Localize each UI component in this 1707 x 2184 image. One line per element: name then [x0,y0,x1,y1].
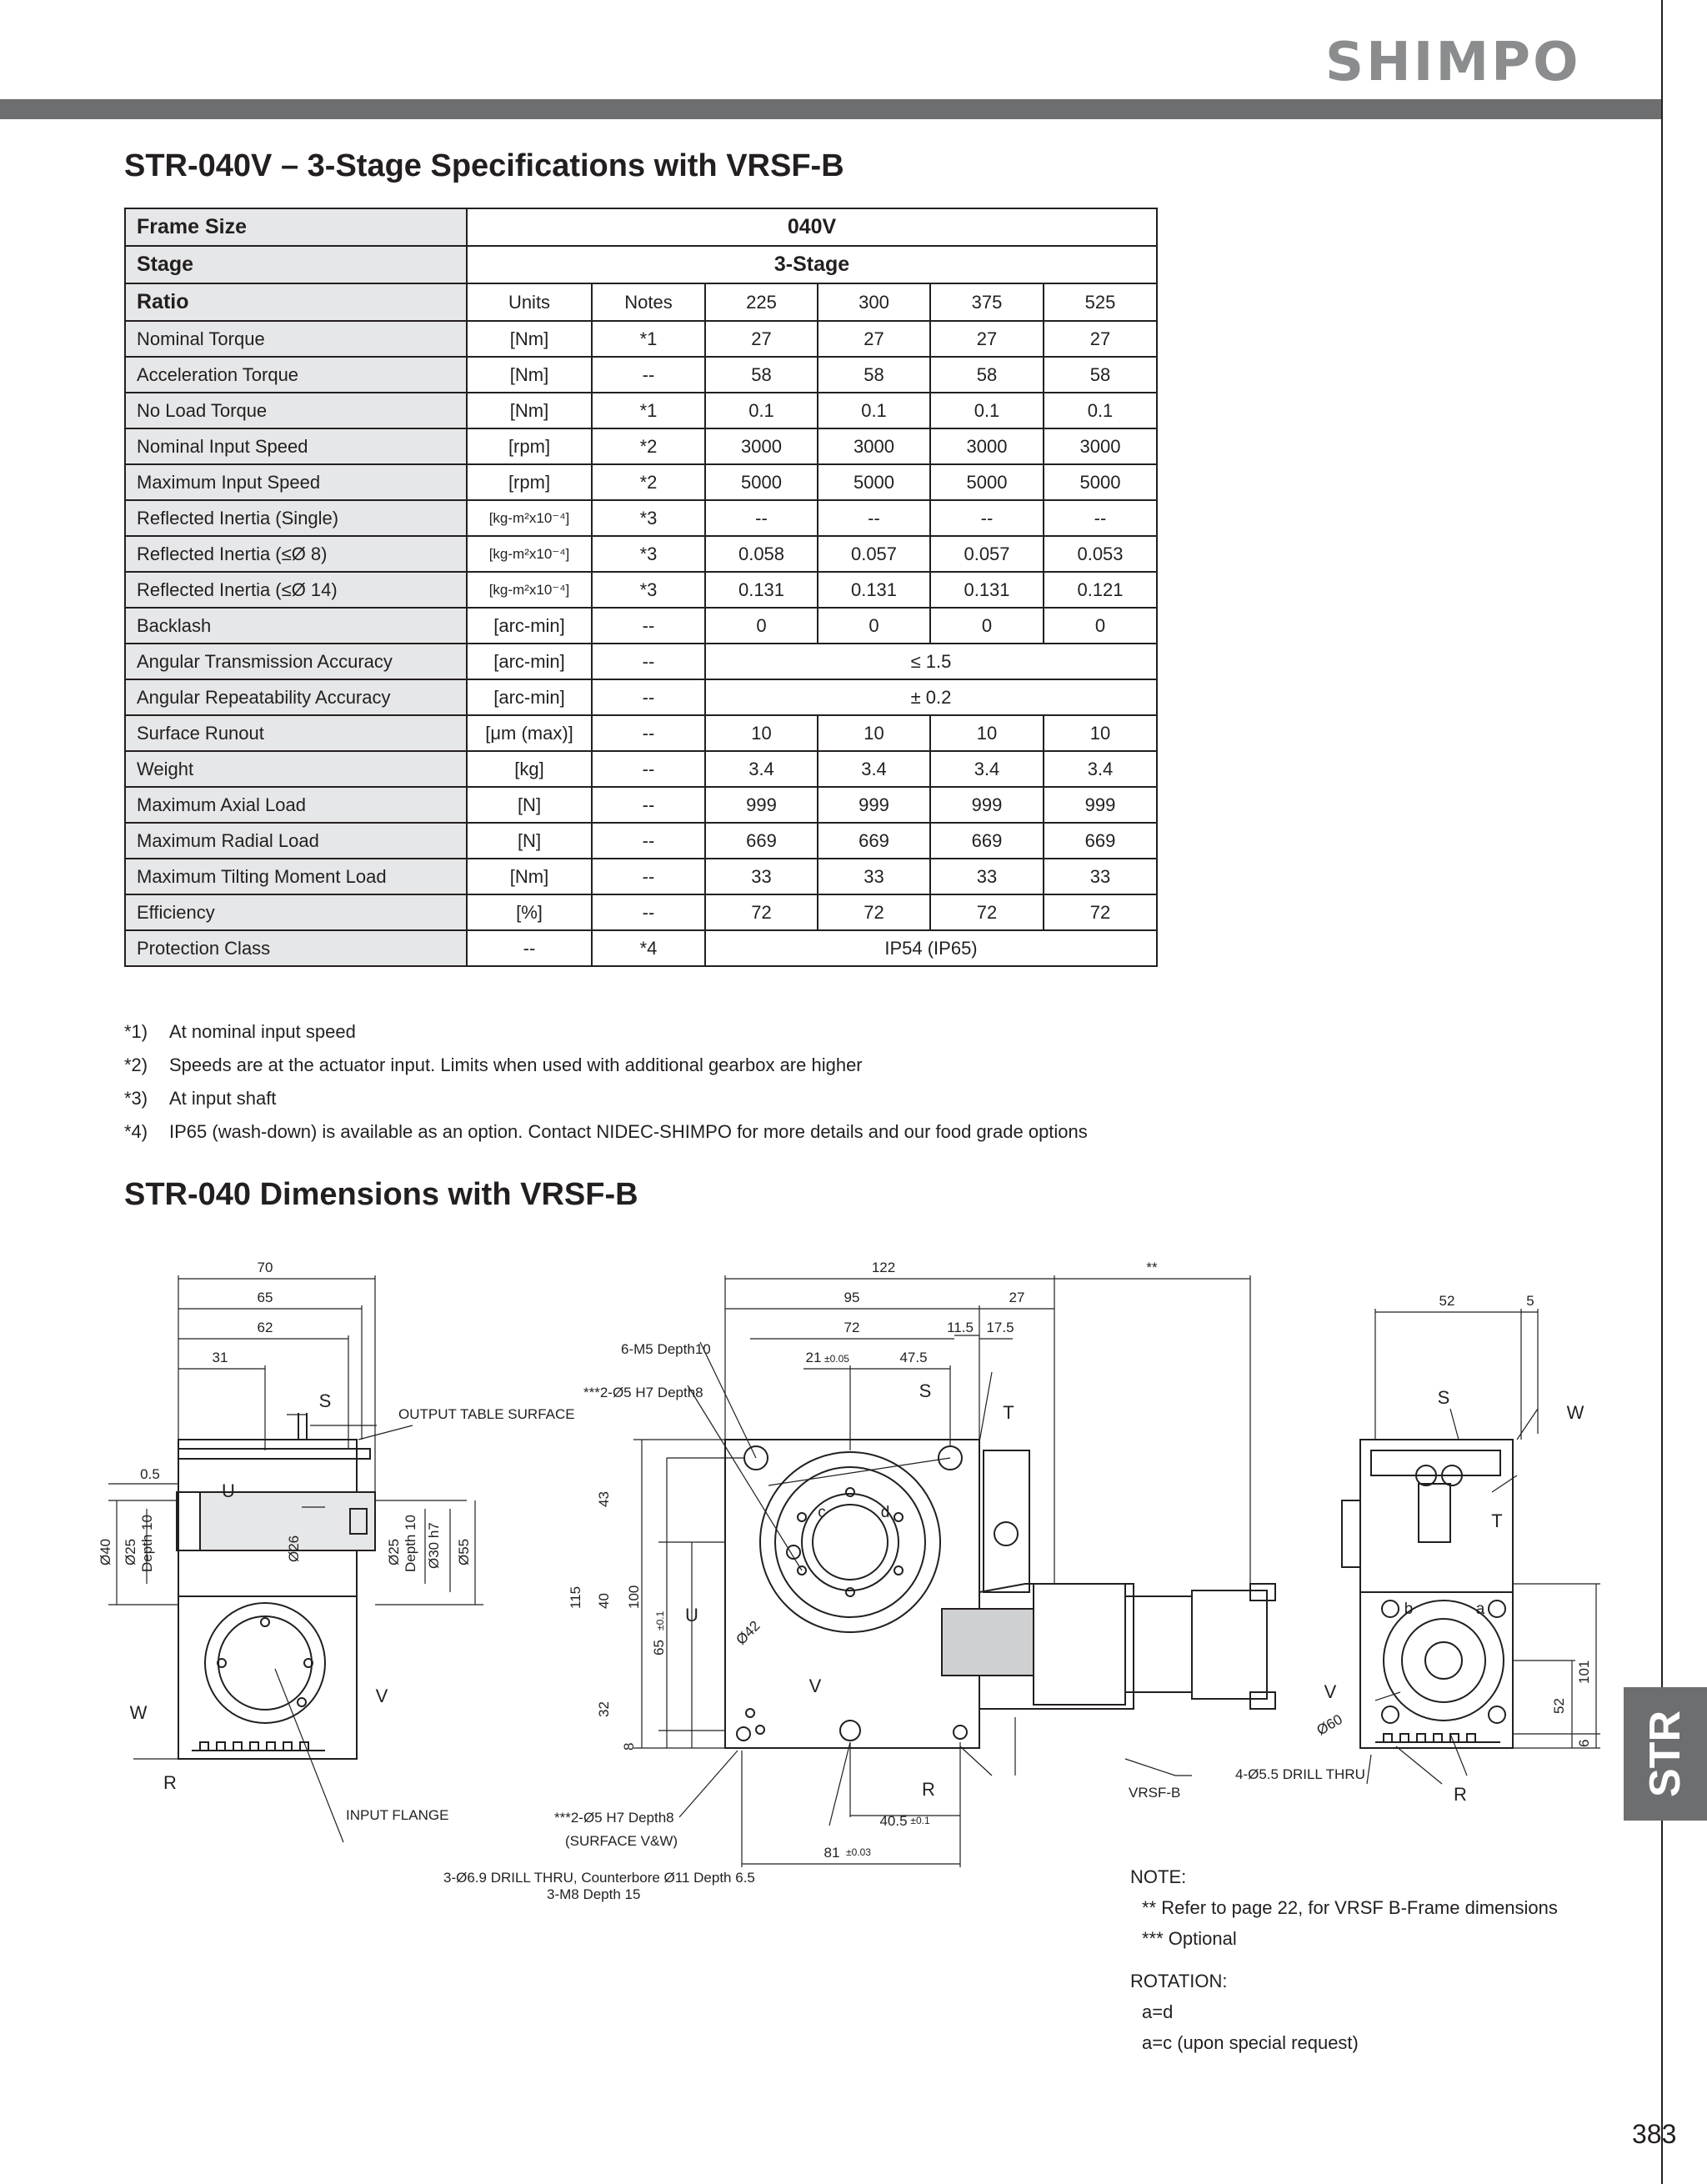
ratio-value: 375 [930,283,1044,321]
dim-depth10-right: Depth 10 [403,1515,418,1572]
spec-row-value: 3000 [1044,428,1157,464]
spec-row-value: 33 [705,859,818,894]
spec-row-units: [rpm] [467,464,592,500]
spec-row-value: -- [930,500,1044,536]
spec-row-value: 0.131 [818,572,930,608]
spec-row-value: 33 [1044,859,1157,894]
spec-row-notes: *3 [592,536,705,572]
spec-row-units: [kg-m²x10⁻⁴] [467,572,592,608]
spec-row-notes: -- [592,894,705,930]
footnote [124,1082,1088,1115]
spec-row-value: 999 [818,787,930,823]
footnote-key: *1) [124,1021,148,1042]
units-header: Units [467,283,592,321]
spec-row-value: 27 [1044,321,1157,357]
spec-row-value: 27 [818,321,930,357]
spec-row-notes: *1 [592,321,705,357]
callout-surface: (SURFACE V&W) [565,1833,678,1849]
letter-d: d [880,1504,890,1521]
callout-drill-right: 4-Ø5.5 DRILL THRU [1235,1766,1365,1782]
dim-40-5-tol: ±0.1 [910,1815,930,1826]
spec-row-label: Maximum Tilting Moment Load [125,859,467,894]
note-spacer [1130,1954,1558,1966]
spec-row-notes: -- [592,715,705,751]
spec-row-value: 10 [930,715,1044,751]
spec-row-notes: -- [592,608,705,644]
spec-row-label: Reflected Inertia (Single) [125,500,467,536]
spec-row-value: -- [818,500,930,536]
footnote-key: *4) [124,1121,148,1142]
footnote-text: IP65 (wash-down) is available as an option. Contact NIDEC-SHIMPO for more details and our food grade options [169,1121,1088,1142]
ratio-value: 300 [818,283,930,321]
spec-row-value: 999 [705,787,818,823]
footnote [124,1049,1088,1082]
rotation-line: a=d [1142,2001,1174,2022]
spec-row-value: 0.1 [705,393,818,428]
spec-title: STR-040V – 3-Stage Specifications with VRSF-B [124,148,844,183]
spec-row-value: 72 [818,894,930,930]
rotation-heading: ROTATION: [1130,1971,1228,1991]
dim-phi55: Ø55 [456,1538,472,1565]
spec-row-value: 58 [705,357,818,393]
dim-81-tol: ±0.03 [846,1846,871,1858]
dim-phi25-right: Ø25 [386,1538,402,1565]
page-number: 383 [1632,2119,1677,2149]
dim-65: 65 [651,1640,667,1656]
letter-u-middle: U [685,1605,698,1625]
spec-row-value: 3.4 [930,751,1044,787]
spec-row [125,572,1157,608]
spec-row-value: 0.058 [705,536,818,572]
rotation-line: a=c (upon special request) [1142,2032,1359,2053]
dim-5: 5 [1526,1293,1534,1309]
footnote [124,1015,1088,1049]
dim-32: 32 [596,1701,612,1717]
spec-row-value: 5000 [1044,464,1157,500]
letter-t-middle: T [1003,1402,1014,1423]
spec-row-value: 10 [705,715,818,751]
spec-row-value: 10 [1044,715,1157,751]
dim-21: 21 [805,1350,822,1365]
footnote-text: At input shaft [169,1088,277,1109]
ratio-label: Ratio [125,283,467,321]
spec-row-value: 58 [930,357,1044,393]
dim-52-top: 52 [1439,1293,1455,1309]
dim-52-side: 52 [1551,1698,1567,1714]
dim-95: 95 [843,1290,860,1305]
spec-row-value: 0 [930,608,1044,644]
spec-row-value: 58 [1044,357,1157,393]
spec-row-units: [Nm] [467,357,592,393]
spec-row-label: Acceleration Torque [125,357,467,393]
spec-table [124,208,1158,967]
spec-row-value: 0.1 [1044,393,1157,428]
spec-row-value: 3000 [818,428,930,464]
dim-left-65: 65 [257,1290,273,1305]
spec-row-units: [Nm] [467,393,592,428]
dimension-drawing [83,1242,1592,1934]
callout-drill: 3-Ø6.9 DRILL THRU, Counterbore Ø11 Depth 6.5 [443,1870,755,1886]
letter-s: S [318,1390,332,1411]
spec-row-value: 58 [818,357,930,393]
spec-row-value: 5000 [705,464,818,500]
dim-100: 100 [626,1585,642,1609]
spec-row-units: [kg] [467,751,592,787]
spec-row-value: 72 [705,894,818,930]
spec-row [125,428,1157,464]
footnote-text: Speeds are at the actuator input. Limits when used with additional gearbox are higher [169,1054,863,1075]
spec-row-value: 3000 [705,428,818,464]
spec-row-value: -- [1044,500,1157,536]
dim-phi26: Ø26 [286,1535,302,1562]
callout-m8: 3-M8 Depth 15 [547,1886,641,1902]
letter-r-middle: R [922,1779,935,1800]
spec-row [125,823,1157,859]
callout-pin-bottom: ***2-Ø5 H7 Depth8 [554,1810,674,1826]
spec-row-value: 0.057 [930,536,1044,572]
footnote-text: At nominal input speed [169,1021,356,1042]
section-tab [1624,1687,1707,1821]
stage-value: 3-Stage [467,246,1157,283]
spec-row-notes: *2 [592,428,705,464]
letter-b: b [1404,1600,1414,1618]
spec-row-notes: -- [592,357,705,393]
dim-27: 27 [1009,1290,1025,1305]
letter-a: a [1475,1600,1485,1618]
dim-phi42: Ø42 [733,1617,763,1648]
letter-v-right: V [1324,1681,1337,1702]
spec-row-notes: *2 [592,464,705,500]
spec-row [125,787,1157,823]
letter-v: V [375,1686,388,1706]
dim-65-tol: ±0.1 [654,1610,666,1630]
callout-m5: 6-M5 Depth10 [621,1341,711,1357]
spec-row [125,536,1157,572]
section-tab-label: STR [1641,1711,1689,1797]
dim-11-5: 11.5 [947,1320,974,1335]
spec-row-value: 999 [930,787,1044,823]
spec-row-notes: *4 [592,930,705,966]
spec-row-notes: -- [592,787,705,823]
spec-row-units: [Nm] [467,321,592,357]
spec-row-value: 0.1 [930,393,1044,428]
letter-s-right: S [1437,1387,1450,1408]
frame-size-row [125,208,1157,246]
footnote [124,1115,1088,1149]
dim-left-31: 31 [212,1350,228,1365]
spec-row-value: 0 [1044,608,1157,644]
dim-21-tol: ±0.05 [824,1353,849,1365]
drawing-notes [1130,1861,1558,2058]
spec-row-units: [rpm] [467,428,592,464]
stage-row [125,246,1157,283]
spec-row-notes: -- [592,823,705,859]
spec-row-units: [arc-min] [467,608,592,644]
spec-row-value: 0.131 [705,572,818,608]
spec-row-span-value: IP54 (IP65) [705,930,1157,966]
header-bar [0,99,1661,119]
spec-row-units: [μm (max)] [467,715,592,751]
spec-row-units: [kg-m²x10⁻⁴] [467,536,592,572]
spec-row-value: 0.131 [930,572,1044,608]
spec-row-label: Reflected Inertia (≤Ø 8) [125,536,467,572]
spec-row-units: [kg-m²x10⁻⁴] [467,500,592,536]
dim-phi30h7: Ø30 h7 [426,1522,442,1569]
spec-row-label: Surface Runout [125,715,467,751]
spec-row-value: 0 [818,608,930,644]
spec-row-label: Nominal Torque [125,321,467,357]
dim-left-62: 62 [257,1320,273,1335]
spec-row [125,859,1157,894]
spec-row-label: Angular Transmission Accuracy [125,644,467,679]
spec-row-notes: -- [592,859,705,894]
dim-81: 81 [823,1845,840,1861]
dim-43: 43 [596,1491,612,1507]
spec-row-units: [arc-min] [467,644,592,679]
spec-row-value: 0.121 [1044,572,1157,608]
footnote-key: *2) [124,1054,148,1075]
spec-row [125,644,1157,679]
ratio-row [125,283,1157,321]
note-heading: NOTE: [1130,1866,1187,1887]
spec-row-units: [N] [467,787,592,823]
spec-row-value: 0.053 [1044,536,1157,572]
spec-row-value: 5000 [930,464,1044,500]
spec-row-notes: *3 [592,500,705,536]
letter-t-right: T [1491,1510,1503,1531]
ratio-value: 525 [1044,283,1157,321]
spec-row-value: 3.4 [705,751,818,787]
dim-8: 8 [621,1742,637,1751]
spec-row [125,894,1157,930]
spec-row [125,715,1157,751]
spec-row-units: [N] [467,823,592,859]
spec-row-value: 72 [1044,894,1157,930]
letter-r: R [163,1772,177,1793]
spec-row-value: 0 [705,608,818,644]
spec-row-label: Backlash [125,608,467,644]
spec-row-value: 33 [930,859,1044,894]
dim-6: 6 [1576,1739,1592,1747]
spec-row-value: 27 [705,321,818,357]
dim-72: 72 [843,1320,860,1335]
spec-row-label: Weight [125,751,467,787]
note-line: *** Optional [1142,1928,1237,1949]
spec-row [125,500,1157,536]
ratio-value: 225 [705,283,818,321]
page-margin-line [1661,0,1663,2184]
dim-phi60: Ø60 [1314,1711,1345,1739]
spec-row-units: [%] [467,894,592,930]
spec-row [125,930,1157,966]
dim-40-5: 40.5 [879,1813,908,1829]
spec-row-label: Maximum Axial Load [125,787,467,823]
dim-doublestar: ** [1146,1260,1158,1275]
notes-header: Notes [592,283,705,321]
spec-row-notes: -- [592,751,705,787]
letter-w-right: W [1566,1402,1584,1423]
dim-phi25: Ø25 [123,1538,138,1565]
dim-phi40: Ø40 [98,1538,113,1565]
vrsf-label: VRSF-B [1129,1785,1181,1801]
letter-v-middle: V [808,1676,822,1696]
spec-row-value: -- [705,500,818,536]
spec-row-label: No Load Torque [125,393,467,428]
spec-row-value: 669 [818,823,930,859]
spec-row-value: 27 [930,321,1044,357]
output-table-surface-label: OUTPUT TABLE SURFACE [398,1406,575,1422]
frame-size-value: 040V [467,208,1157,246]
input-flange-label: INPUT FLANGE [346,1807,449,1823]
dim-47-5: 47.5 [899,1350,928,1365]
spec-row-label: Maximum Input Speed [125,464,467,500]
dimensions-title: STR-040 Dimensions with VRSF-B [124,1177,638,1212]
spec-row-notes: *3 [592,572,705,608]
spec-row-label: Reflected Inertia (≤Ø 14) [125,572,467,608]
spec-row-notes: -- [592,644,705,679]
spec-row-value: 0.057 [818,536,930,572]
middle-view [633,1275,1275,1867]
spec-row-span-value: ≤ 1.5 [705,644,1157,679]
callout-pin-top: ***2-Ø5 H7 Depth8 [583,1385,703,1400]
dim-122: 122 [871,1260,896,1275]
letter-c: c [818,1504,826,1521]
spec-row-label: Maximum Radial Load [125,823,467,859]
dim-depth10: Depth 10 [139,1515,155,1572]
spec-row-value: 72 [930,894,1044,930]
spec-row [125,679,1157,715]
spec-row [125,321,1157,357]
spec-row-value: 0.1 [818,393,930,428]
spec-row-value: 669 [705,823,818,859]
spec-row-notes: *1 [592,393,705,428]
note-line: ** Refer to page 22, for VRSF B-Frame dimensions [1142,1897,1558,1918]
spec-row-value: 3.4 [818,751,930,787]
spec-row [125,357,1157,393]
spec-row-units: -- [467,930,592,966]
spec-row-span-value: ± 0.2 [705,679,1157,715]
spec-row-label: Nominal Input Speed [125,428,467,464]
letter-r-right: R [1454,1784,1467,1805]
dim-left-05: 0.5 [140,1466,160,1482]
spec-row-value: 3000 [930,428,1044,464]
spec-row-value: 669 [930,823,1044,859]
spec-row-value: 999 [1044,787,1157,823]
spec-row-value: 5000 [818,464,930,500]
footnotes [124,1015,1088,1149]
spec-row-units: [Nm] [467,859,592,894]
dim-17-5: 17.5 [986,1320,1014,1335]
dim-101: 101 [1576,1660,1592,1684]
dim-40: 40 [596,1593,612,1609]
spec-row-value: 3.4 [1044,751,1157,787]
spec-row-value: 669 [1044,823,1157,859]
footnote-key: *3) [124,1088,148,1109]
spec-row [125,751,1157,787]
dim-115: 115 [568,1585,583,1609]
letter-s-middle: S [919,1380,932,1401]
letter-u: U [222,1480,235,1501]
stage-label: Stage [125,246,467,283]
spec-row-label: Protection Class [125,930,467,966]
spec-row [125,608,1157,644]
spec-row [125,464,1157,500]
letter-w: W [129,1702,148,1723]
spec-row-value: 10 [818,715,930,751]
spec-row-notes: -- [592,679,705,715]
dim-left-70: 70 [257,1260,273,1275]
shimpo-logo: SHIMPO [1325,32,1581,93]
frame-size-label: Frame Size [125,208,467,246]
spec-row [125,393,1157,428]
spec-row-value: 33 [818,859,930,894]
spec-row-label: Efficiency [125,894,467,930]
spec-row-units: [arc-min] [467,679,592,715]
spec-row-label: Angular Repeatability Accuracy [125,679,467,715]
